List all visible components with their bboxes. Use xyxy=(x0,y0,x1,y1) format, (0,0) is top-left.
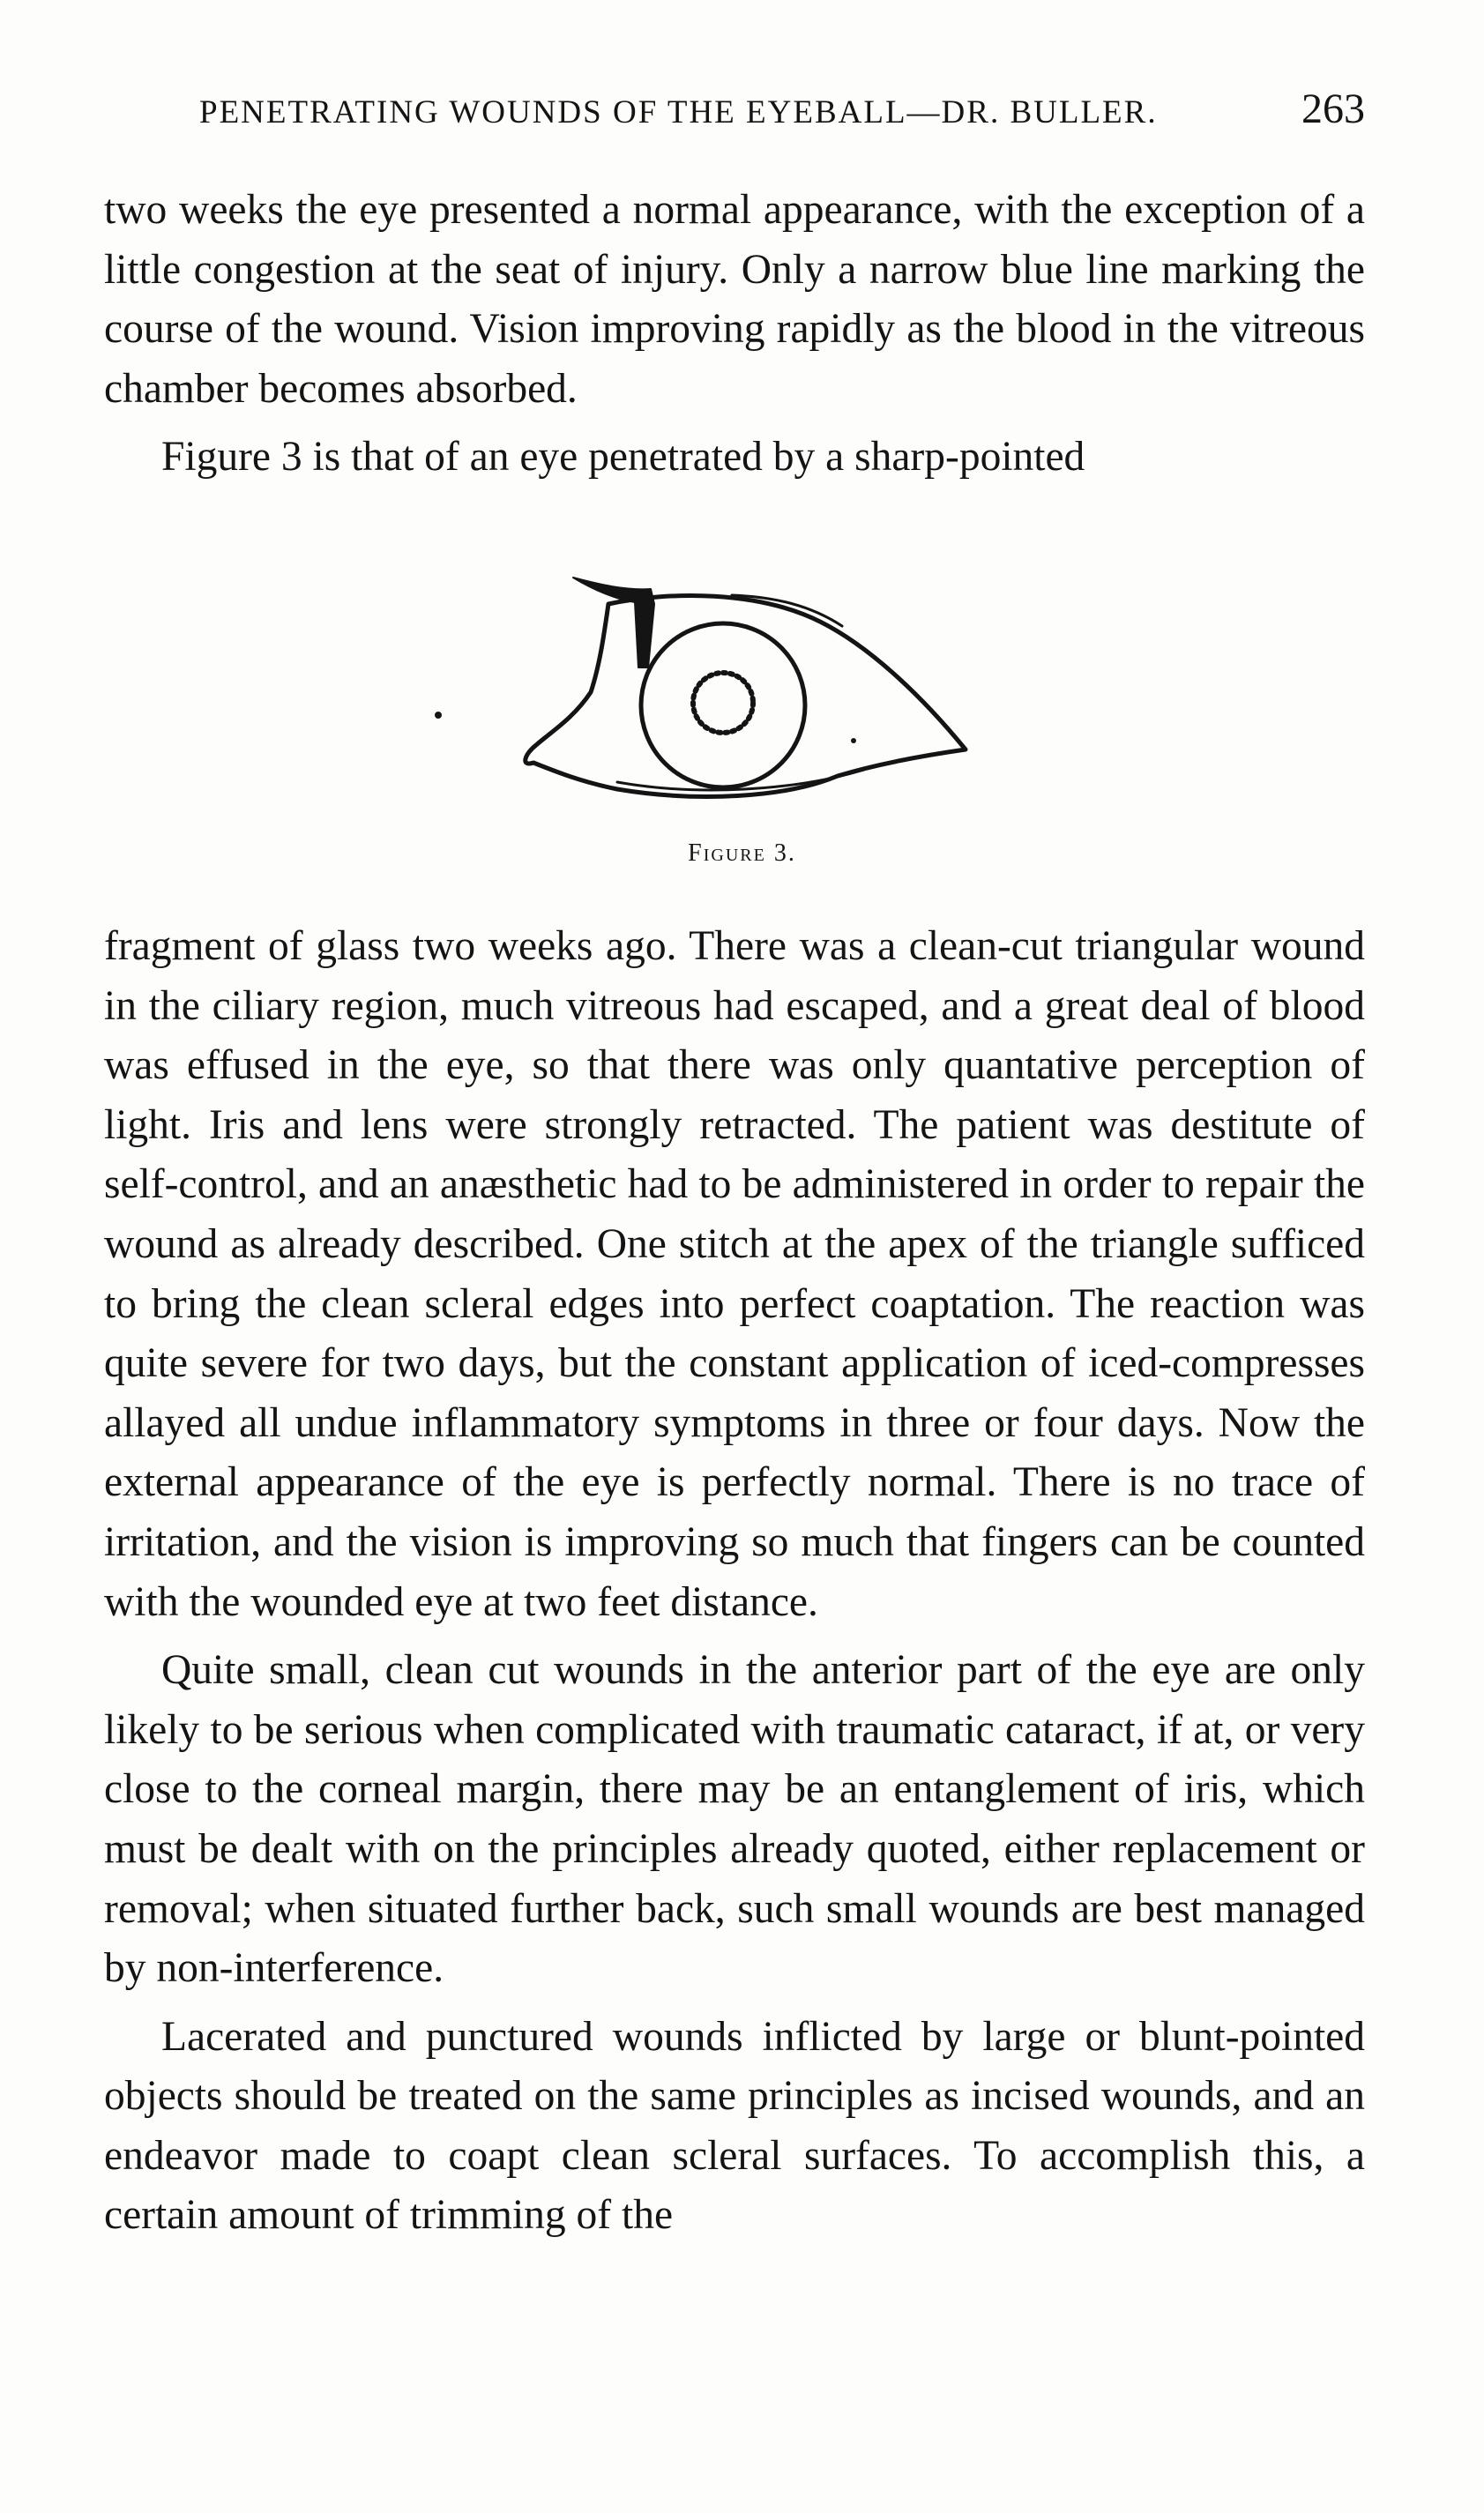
paragraph-case-description: fragment of glass two weeks ago. There was a clean-cut triangular wound in the ciliary region, much vitreous had escaped, and a great deal of blood was effused in the eye, so that there was only quantative perception of light. Iris and lens were strongly retracted. The patient was destitute of self-control, and an anæsthetic had to be administered in order to repair the wound as already described. One stitch at the apex of the triangle sufficed to bring the clean scleral edges into perfect coaptation. The reaction was quite severe for two days, but the constant application of iced-compresses allayed all undue inflammatory symptoms in three or four days. Now the external appearance of the eye is perfectly normal. There is no trace of irritation, and the vision is improving so much that fingers can be counted with the wounded eye at two feet distance. xyxy=(104,923,1365,1625)
text-block-top xyxy=(104,181,1365,488)
page-number: 263 xyxy=(1301,86,1365,132)
stray-dot xyxy=(435,712,442,719)
running-head-title: PENETRATING WOUNDS OF THE EYEBALL—DR. BULLER. xyxy=(199,94,1158,130)
paragraph-small-wounds: Quite small, clean cut wounds in the anterior part of the eye are only likely to be serious when complicated with traumatic cataract, if at, or very close to the corneal margin, there may be an entanglement of iris, which must be dealt with on the principles already quoted, either replacement or removal; when situated further back, such small wounds are best managed by non-interference. xyxy=(104,1647,1365,1992)
paragraph-continued: two weeks the eye presented a normal appearance, with the exception of a little congestion at the seat of injury. Only a narrow blue line marking the course of the wound. Vision improving rapidly as the blood in the vitreous chamber becomes absorbed. xyxy=(104,187,1365,412)
stray-dot xyxy=(851,738,856,743)
paragraph-lacerated-wounds: Lacerated and punctured wounds inflicted by large or blunt-pointed objects should be treated on the same principles as incised wounds, and an endeavor made to coapt clean scleral surfaces. To accomplish this, a certain amount of trimming of the xyxy=(104,2013,1365,2239)
figure-3-eye-illustration xyxy=(0,551,1484,842)
pupil xyxy=(693,673,753,733)
iris xyxy=(641,623,805,787)
running-head xyxy=(104,85,1365,133)
paragraph-figure-intro: Figure 3 is that of an eye penetrated by a sharp-pointed xyxy=(161,434,1085,481)
text-block-bottom xyxy=(104,917,1365,2246)
figure-caption: Figure 3. xyxy=(688,839,796,867)
glass-fragment-wound xyxy=(573,578,654,667)
